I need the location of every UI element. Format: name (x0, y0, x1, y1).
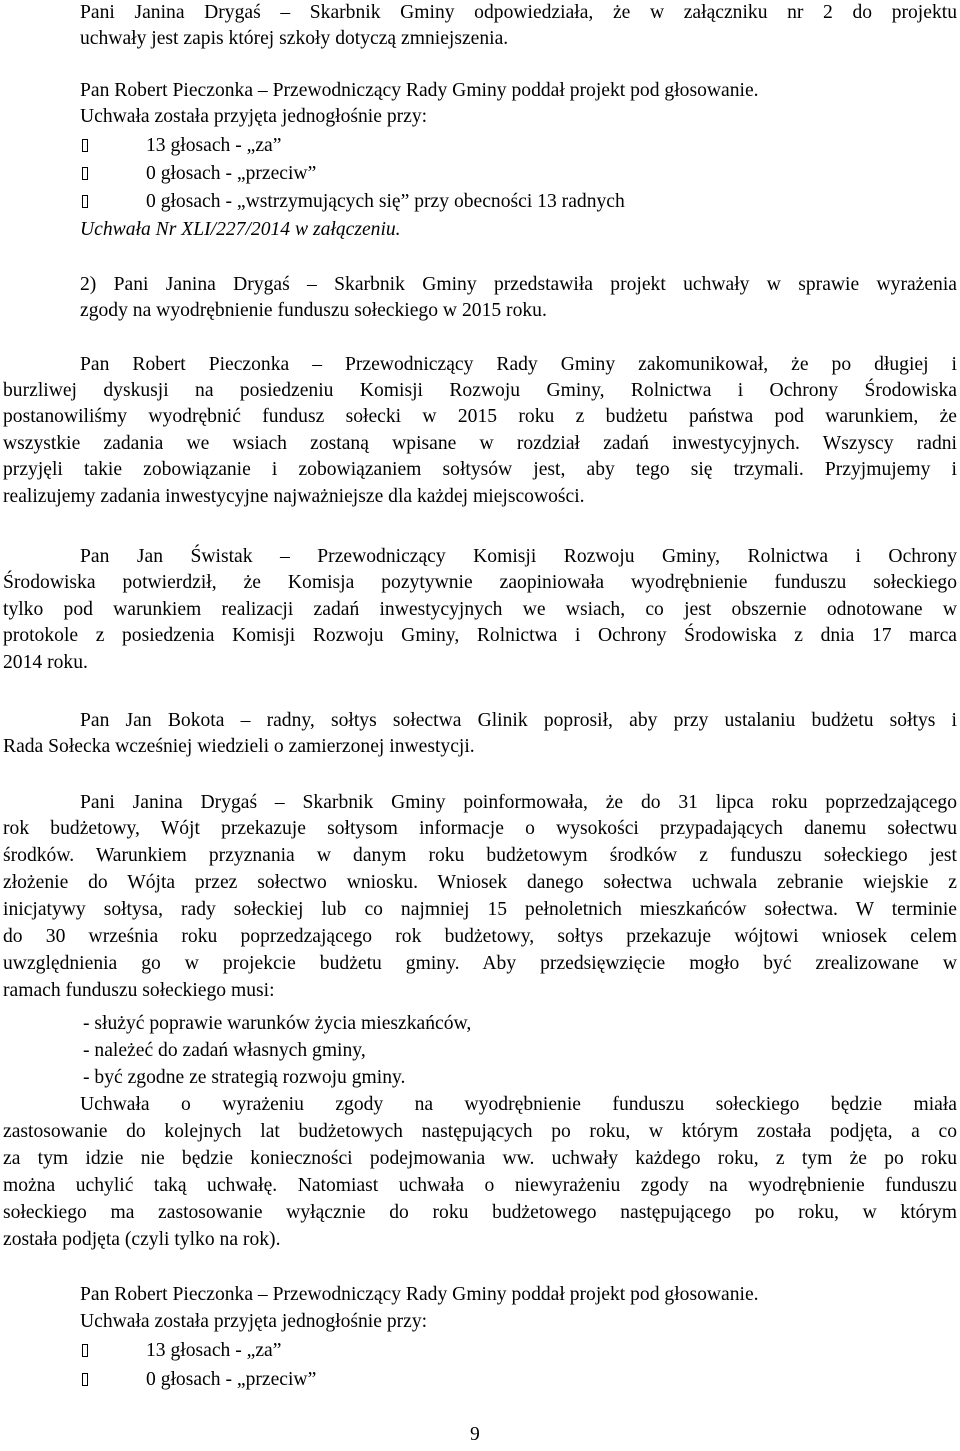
vote-text: 0 głosach - „wstrzymujących się” przy obecności 13 radnych (146, 191, 625, 212)
condition-item: - należeć do zadań własnych gminy, (83, 1040, 366, 1061)
text-line: burzliwej dyskusji na posiedzeniu Komisji Rozwoju Gminy, Rolnictwa i Ochrony Środowiska (3, 380, 957, 401)
vote-text: 13 głosach - „za” (146, 135, 282, 156)
text-line: Pan Robert Pieczonka – Przewodniczący Rady Gminy zakomunikował, że po długiej i (80, 354, 957, 375)
text-line: rok budżetowy, Wójt przekazuje sołtysom informacje o wysokości przypadających danemu sołectwu (3, 818, 957, 839)
vote-text: 0 głosach - „przeciw” (146, 163, 317, 184)
text-line: Rada Sołecka wcześniej wiedzieli o zamierzonej inwestycji. (3, 736, 475, 757)
text-line: Pan Robert Pieczonka – Przewodniczący Rady Gminy poddał projekt pod głosowanie. (80, 1284, 759, 1305)
text-line: Uchwała o wyrażeniu zgody na wyodrębnienie funduszu sołeckiego będzie miała (80, 1094, 957, 1115)
text-line: Uchwała została przyjęta jednogłośnie przy: (80, 106, 428, 127)
resolution-note: Uchwała Nr XLI/227/2014 w załączeniu. (80, 219, 401, 240)
text-line: Pani Janina Drygaś – Skarbnik Gminy odpowiedziała, że w załączniku nr 2 do projektu (80, 2, 957, 23)
bullet-icon (82, 195, 88, 208)
text-line: można uchylić taką uchwałę. Natomiast uchwała o niewyrażeniu zgody na wyodrębnienie funduszu (3, 1175, 957, 1196)
text-line: 2014 roku. (3, 652, 88, 673)
text-line: tylko pod warunkiem realizacji zadań inwestycyjnych we wsiach, co jest obszernie odnotowane w (3, 599, 957, 620)
text-line: środków. Warunkiem przyznania w danym roku budżetowym środków z funduszu sołeckiego jest (3, 845, 957, 866)
bullet-icon (82, 167, 88, 180)
page-number: 9 (470, 1424, 480, 1445)
text-line: inicjatywy sołtysa, rady sołeckiej lub co najmniej 15 pełnoletnich mieszkańców sołectwa. W terminie (3, 899, 957, 920)
condition-item: - być zgodne ze strategią rozwoju gminy. (83, 1067, 406, 1088)
vote-text: 0 głosach - „przeciw” (146, 1369, 317, 1390)
bullet-icon (82, 1344, 88, 1357)
vote-item (80, 189, 625, 215)
vote-item (80, 161, 317, 187)
text-line: przyjęli takie zobowiązanie i zobowiązaniem sołtysów jest, aby tego się trzymali. Przyjmujemy i (3, 459, 957, 480)
text-line: zgody na wyodrębnienie funduszu sołeckiego w 2015 roku. (80, 300, 547, 321)
text-line: wszystkie zadania we wsiach zostaną wpisane w rozdział zadań inwestycyjnych. Wszyscy radni (3, 433, 957, 454)
vote-item (80, 1367, 317, 1393)
bullet-icon (82, 1373, 88, 1386)
text-line: Pan Jan Bokota – radny, sołtys sołectwa Glinik poprosił, aby przy ustalaniu budżetu sołtys i (80, 710, 957, 731)
text-line: Pan Robert Pieczonka – Przewodniczący Rady Gminy poddał projekt pod głosowanie. (80, 80, 759, 101)
text-line: uwzględnienia go w projekcie budżetu gminy. Aby przedsięwzięcie mogło być zrealizowane w (3, 953, 957, 974)
text-line: zastosowanie do kolejnych lat budżetowych następujących po roku, w którym została podjęta, a co (3, 1121, 957, 1142)
text-line: Pan Jan Świstak – Przewodniczący Komisji Rozwoju Gminy, Rolnictwa i Ochrony (80, 546, 957, 567)
text-line: uchwały jest zapis której szkoły dotyczą zmniejszenia. (80, 28, 509, 49)
text-line: ramach funduszu sołeckiego musi: (3, 980, 275, 1001)
text-line: sołeckiego ma zastosowanie wyłącznie do roku budżetowego następującego po roku, w którym (3, 1202, 957, 1223)
text-line: za tym idzie nie będzie konieczności podejmowania ww. uchwały każdego roku, z tym że po roku (3, 1148, 957, 1169)
text-line: Środowiska potwierdził, że Komisja pozytywnie zaopiniowała wyodrębnienie funduszu sołeckiego (3, 572, 957, 593)
vote-item (80, 133, 282, 159)
text-line: została podjęta (czyli tylko na rok). (3, 1229, 281, 1250)
vote-text: 13 głosach - „za” (146, 1340, 282, 1361)
text-line: postanowiliśmy wyodrębnić fundusz sołecki w 2015 roku z budżetu państwa pod warunkiem, że (3, 406, 957, 427)
text-line: protokole z posiedzenia Komisji Rozwoju Gminy, Rolnictwa i Ochrony Środowiska z dnia 17 marca (3, 625, 957, 646)
text-line: złożenie do Wójta przez sołectwo wniosku. Wniosek danego sołectwa uchwala zebranie wiejskie z (3, 872, 957, 893)
bullet-icon (82, 139, 88, 152)
condition-item: - służyć poprawie warunków życia mieszkańców, (83, 1013, 472, 1034)
text-line: realizujemy zadania inwestycyjne najważniejsze dla każdej miejscowości. (3, 486, 585, 507)
text-line: Pani Janina Drygaś – Skarbnik Gminy poinformowała, że do 31 lipca roku poprzedzającego (80, 792, 957, 813)
text-line: Uchwała została przyjęta jednogłośnie przy: (80, 1311, 428, 1332)
text-line: 2) Pani Janina Drygaś – Skarbnik Gminy przedstawiła projekt uchwały w sprawie wyrażenia (80, 274, 957, 295)
vote-item (80, 1338, 282, 1364)
text-line: do 30 września roku poprzedzającego rok budżetowy, sołtys przekazuje wójtowi wniosek celem (3, 926, 957, 947)
